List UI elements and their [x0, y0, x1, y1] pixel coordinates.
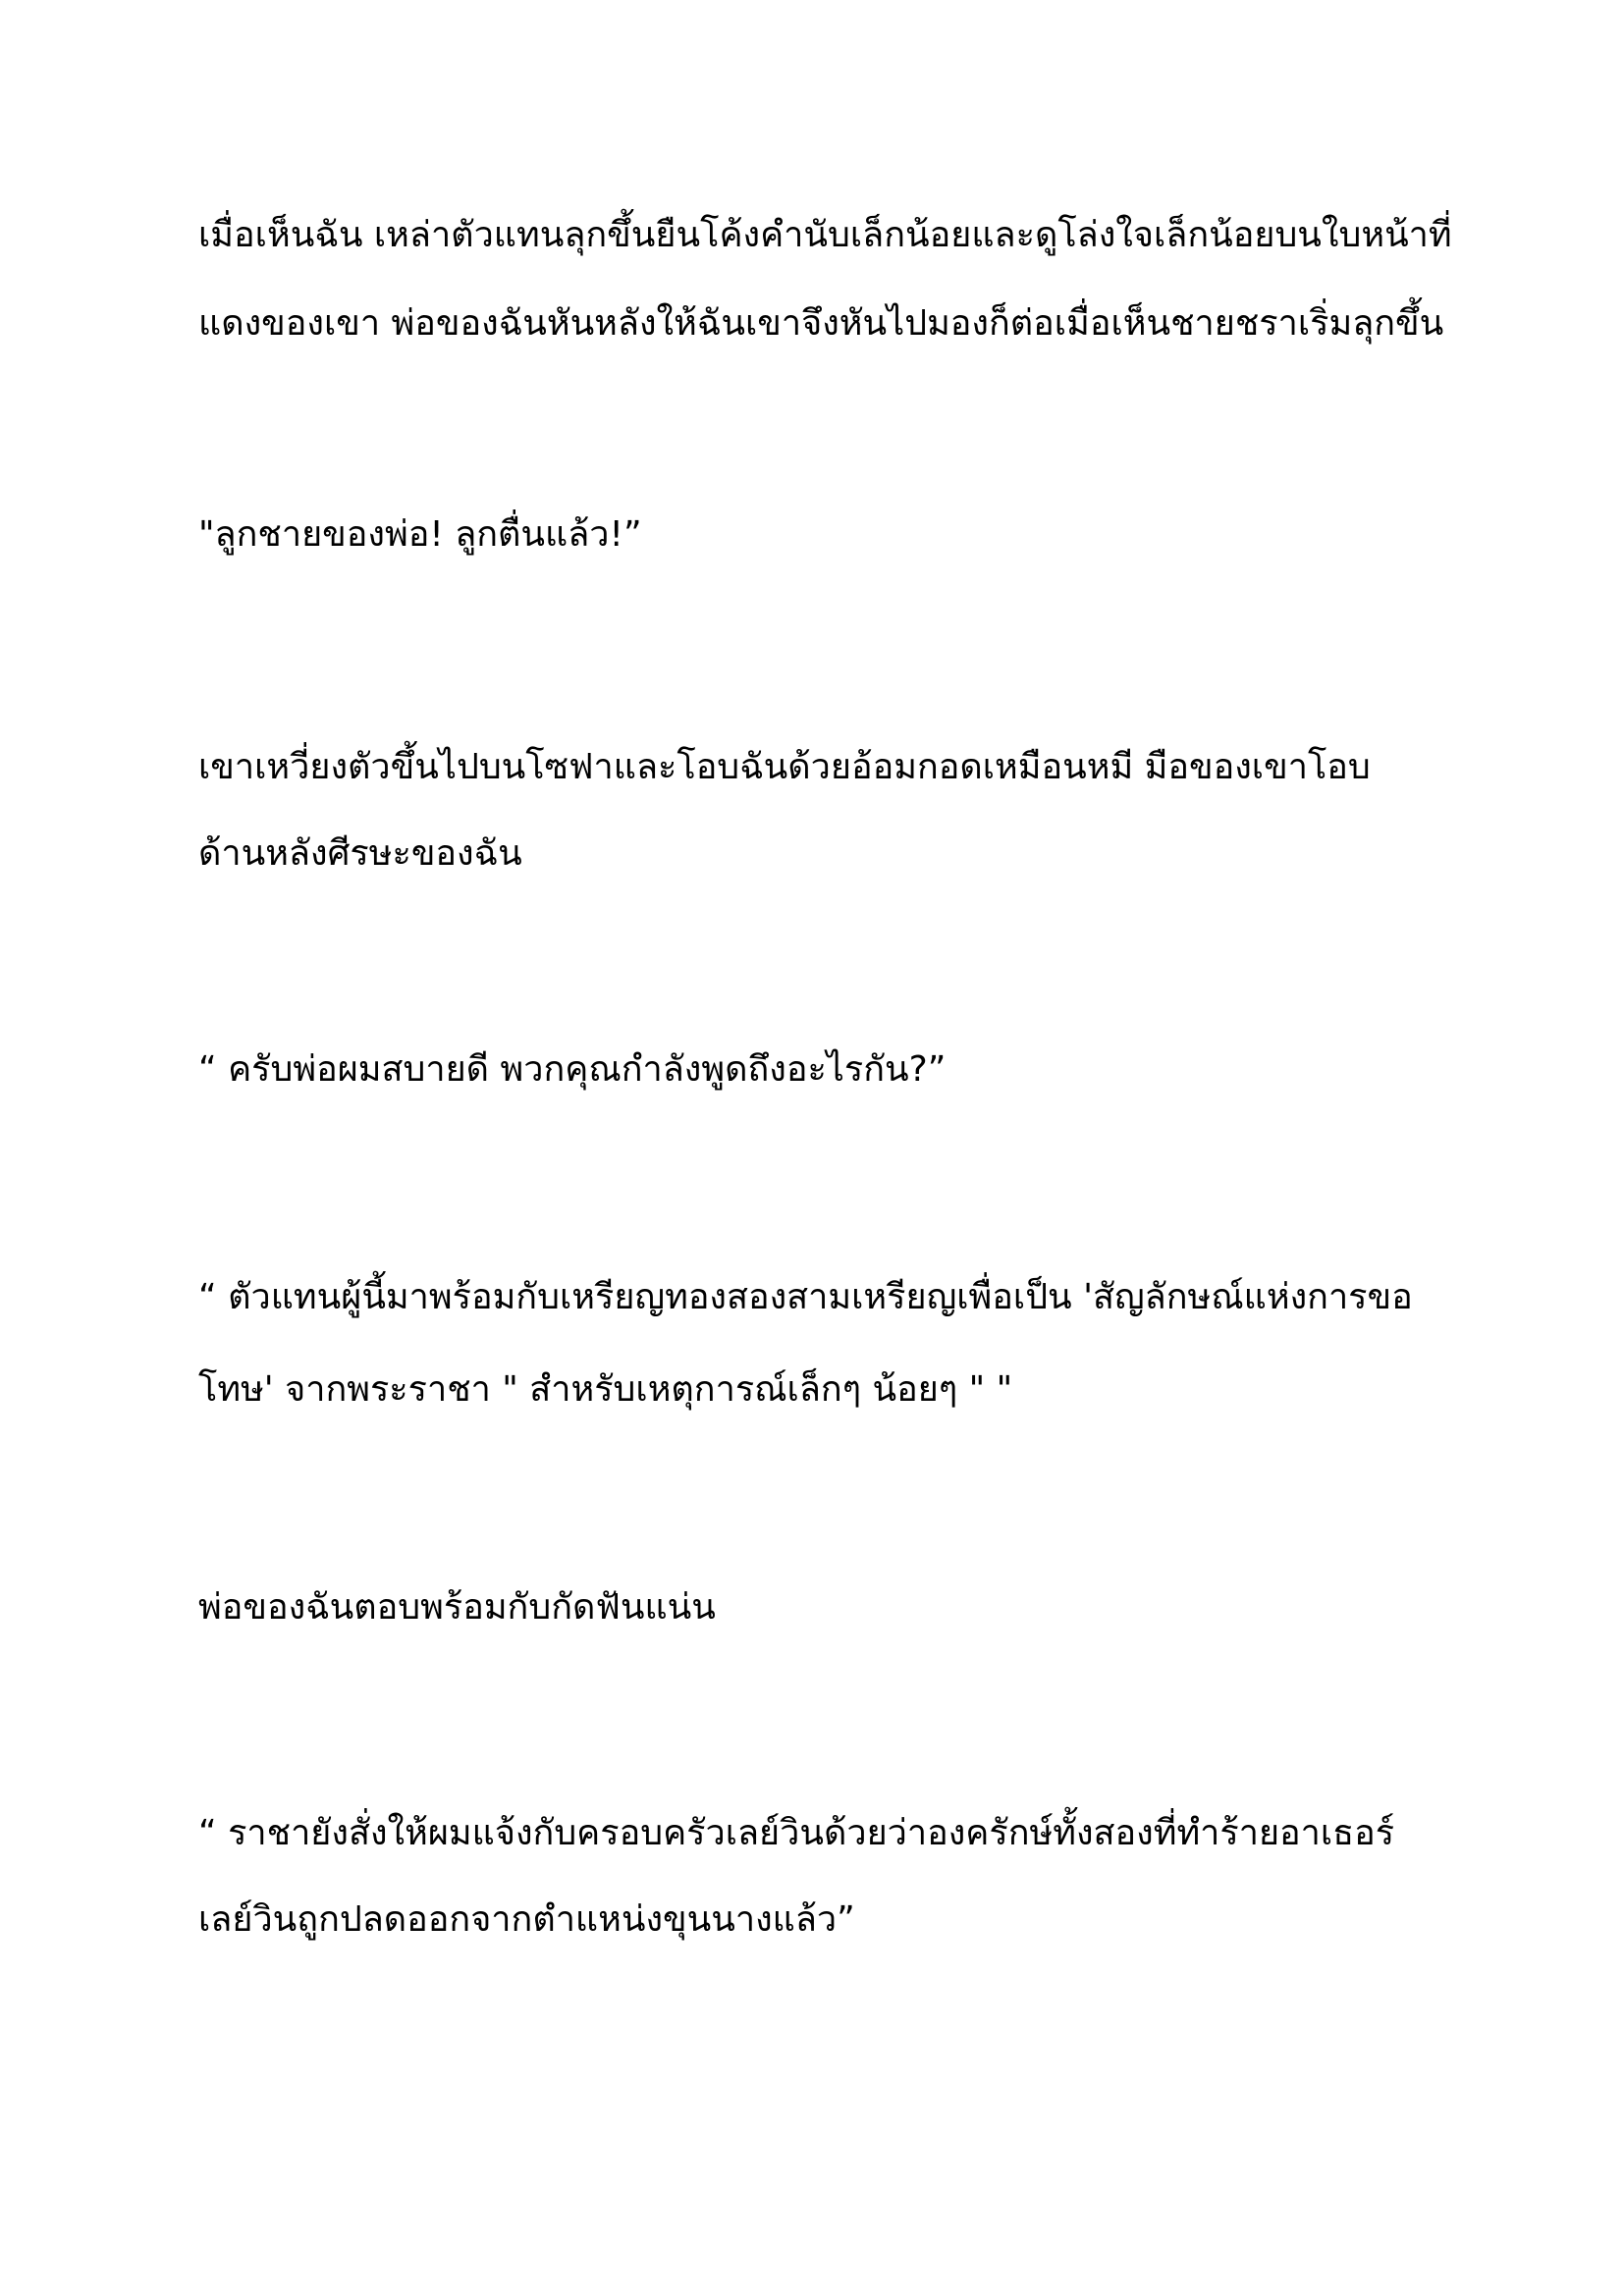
paragraph-1-line-2: แดงของเขา พ่อของฉันหันหลังให้ฉันเขาจึงหันไปมองก็ต่อเมื่อเห็นชายชราเริ่มลุกขึ้น: [198, 303, 1444, 344]
paragraph-7-line-2: เลย์วินถูกปลดออกจากตำแหน่งขุนนางแล้ว”: [198, 1899, 855, 1940]
paragraph-3-line-2: ด้านหลังศีรษะของฉัน: [198, 833, 522, 874]
paragraph-1-line-1: เมื่อเห็นฉัน เหล่าตัวแทนลุกขึ้นยืนโค้งคำนับเล็กน้อยและดูโล่งใจเล็กน้อยบนใบหน้าที่: [198, 215, 1452, 255]
paragraph-3-line-1: เขาเหวี่ยงตัวขึ้นไปบนโซฟาและโอบฉันด้วยอ้อมกอดเหมือนหมี มือของเขาโอบ: [198, 747, 1371, 787]
paragraph-2-line-1: "ลูกชายของพ่อ! ลูกตื่นแล้ว!”: [198, 514, 642, 555]
paragraph-5-line-2: โทษ' จากพระราชา " สำหรับเหตุการณ์เล็กๆ น้อยๆ " ": [198, 1369, 1013, 1410]
paragraph-5-line-1: “ ตัวแทนผู้นี้มาพร้อมกับเหรียญทองสองสามเหรียญเพื่อเป็น 'สัญลักษณ์แห่งการขอ: [198, 1277, 1413, 1317]
paragraph-4-line-1: “ ครับพ่อผมสบายดี พวกคุณกำลังพูดถึงอะไรกัน?”: [198, 1049, 947, 1090]
paragraph-7-line-1: “ ราชายังสั่งให้ผมแจ้งกับครอบครัวเลย์วินด้วยว่าองครักษ์ทั้งสองที่ทำร้ายอาเธอร์: [198, 1813, 1395, 1853]
paragraph-6-line-1: พ่อของฉันตอบพร้อมกับกัดฟันแน่น: [198, 1587, 716, 1628]
